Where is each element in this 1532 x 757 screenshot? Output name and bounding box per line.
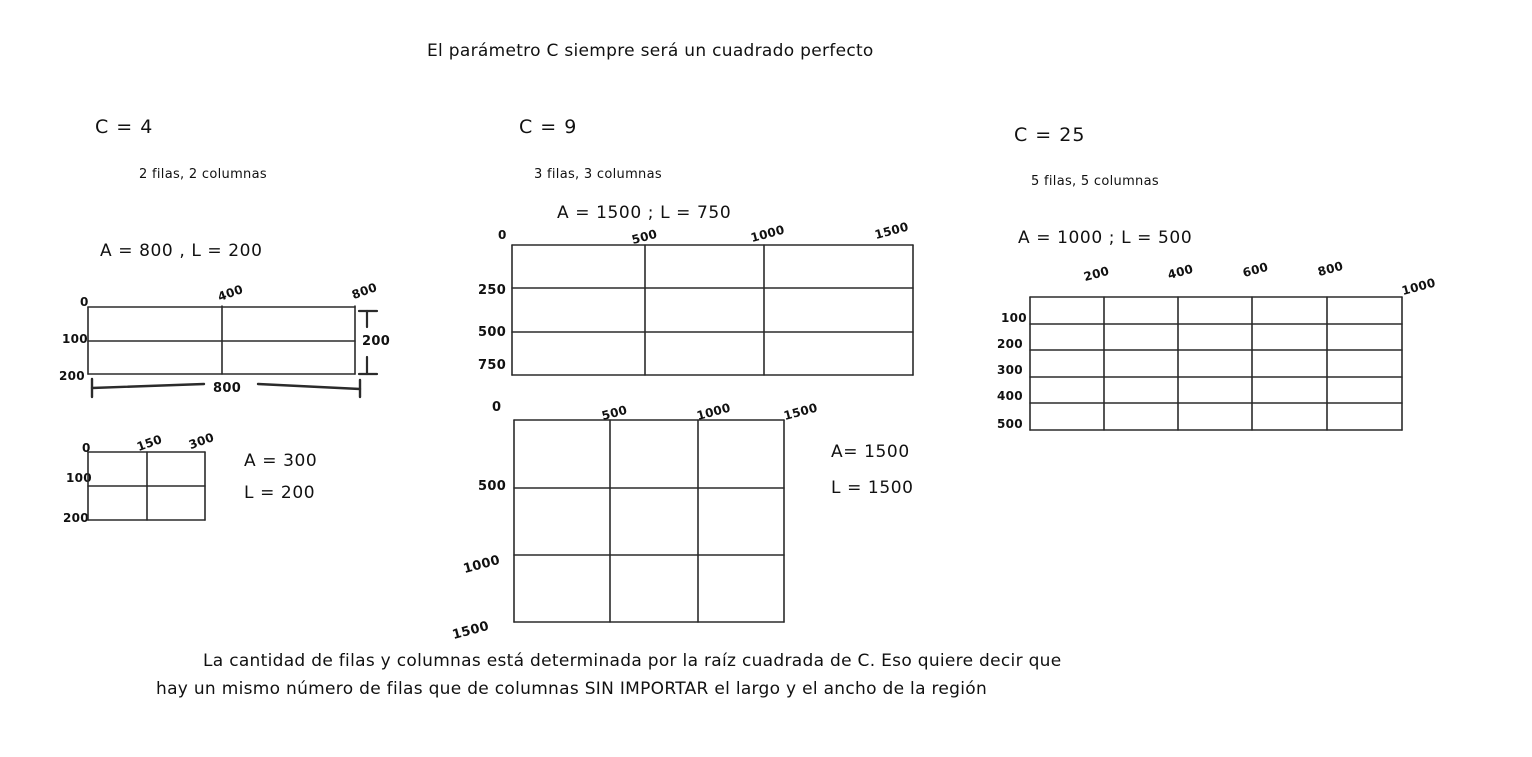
section-1-c-label: C = 4 <box>95 116 154 138</box>
figure-2-2-xtick-3: 1500 <box>782 400 820 424</box>
figure-3-1-al-label: A = 1000 ; L = 500 <box>1018 228 1193 248</box>
figure-1-2-grid <box>88 452 205 520</box>
figure-2-2-xtick-2: 1000 <box>695 400 733 424</box>
figure-3-1-xtick-2: 600 <box>1241 259 1270 281</box>
figure-1-1-ytick-1: 100 <box>62 332 88 346</box>
footer-line-1: La cantidad de filas y columnas está determinada por la raíz cuadrada de C. Eso quiere decir que <box>203 651 1062 671</box>
figure-3-1-xtick-1: 400 <box>1166 261 1195 283</box>
figure-1-1-grid <box>88 306 355 374</box>
footer-line-2: hay un mismo número de filas que de columnas SIN IMPORTAR el largo y el ancho de la región <box>156 679 988 699</box>
figure-2-2-xtick-0: 0 <box>492 400 502 415</box>
figure-2-2-xtick-1: 500 <box>600 402 629 424</box>
figure-1-2-xtick-2: 300 <box>186 430 217 453</box>
figure-1-2-l-label: L = 200 <box>244 483 316 503</box>
section-3-c-label: C = 25 <box>1014 124 1086 146</box>
figure-3-1-xtick-4: 1000 <box>1400 275 1438 299</box>
figure-1-1-xtick-1: 400 <box>215 282 246 305</box>
figure-2-1-ytick-2: 500 <box>478 325 507 340</box>
figure-3-1-ytick-0: 100 <box>1001 311 1027 325</box>
figure-2-2-ytick-3: 1500 <box>450 618 491 644</box>
figure-2-1-ytick-3: 750 <box>478 358 507 373</box>
figure-3-1-ytick-4: 500 <box>997 417 1023 431</box>
figure-3-1-ytick-2: 300 <box>997 363 1023 377</box>
figure-2-1-xtick-2: 1000 <box>749 222 787 246</box>
figure-3-1-xtick-3: 800 <box>1316 258 1345 280</box>
figure-3-1-grid <box>1030 297 1402 430</box>
figure-3-1-xtick-0: 200 <box>1082 263 1111 285</box>
figure-3-1-ytick-1: 200 <box>997 337 1023 351</box>
figure-1-1-xtick-2: 800 <box>349 280 380 303</box>
figure-2-2-grid <box>514 420 784 622</box>
figure-1-2-ytick-1: 100 <box>66 471 92 485</box>
figure-2-1-grid <box>512 245 913 375</box>
figure-2-1-al-label: A = 1500 ; L = 750 <box>557 203 732 223</box>
figure-2-1-ytick-1: 250 <box>478 283 507 298</box>
figure-2-2-a-label: A= 1500 <box>831 442 910 462</box>
figure-1-1-xtick-0: 0 <box>80 295 89 309</box>
figure-2-2-ytick-2: 1000 <box>461 552 502 578</box>
figure-2-1-xtick-1: 500 <box>630 226 659 248</box>
section-3-sub-label: 5 filas, 5 columnas <box>1031 174 1159 189</box>
figure-2-1-xtick-0: 0 <box>498 228 507 242</box>
figure-1-2-a-label: A = 300 <box>244 451 318 471</box>
figure-1-1-ytick-2: 200 <box>59 369 85 383</box>
figure-1-1-height-label: 200 <box>362 334 391 349</box>
figure-2-2-ytick-1: 500 <box>478 479 507 494</box>
figure-2-2-l-label: L = 1500 <box>831 478 914 498</box>
section-2-sub-label: 3 filas, 3 columnas <box>534 167 662 182</box>
figure-1-1-width-label: 800 <box>213 381 242 396</box>
figure-1-2-xtick-0: 0 <box>82 441 91 455</box>
section-1-sub-label: 2 filas, 2 columnas <box>139 167 267 182</box>
section-2-c-label: C = 9 <box>519 116 578 138</box>
page-title: El parámetro C siempre será un cuadrado perfecto <box>427 41 874 61</box>
figure-1-2-xtick-1: 150 <box>134 432 165 455</box>
figure-1-2-ytick-2: 200 <box>63 511 89 525</box>
figure-3-1-ytick-3: 400 <box>997 389 1023 403</box>
figure-2-1-xtick-3: 1500 <box>873 219 911 243</box>
figure-1-1-al-label: A = 800 , L = 200 <box>100 241 263 261</box>
